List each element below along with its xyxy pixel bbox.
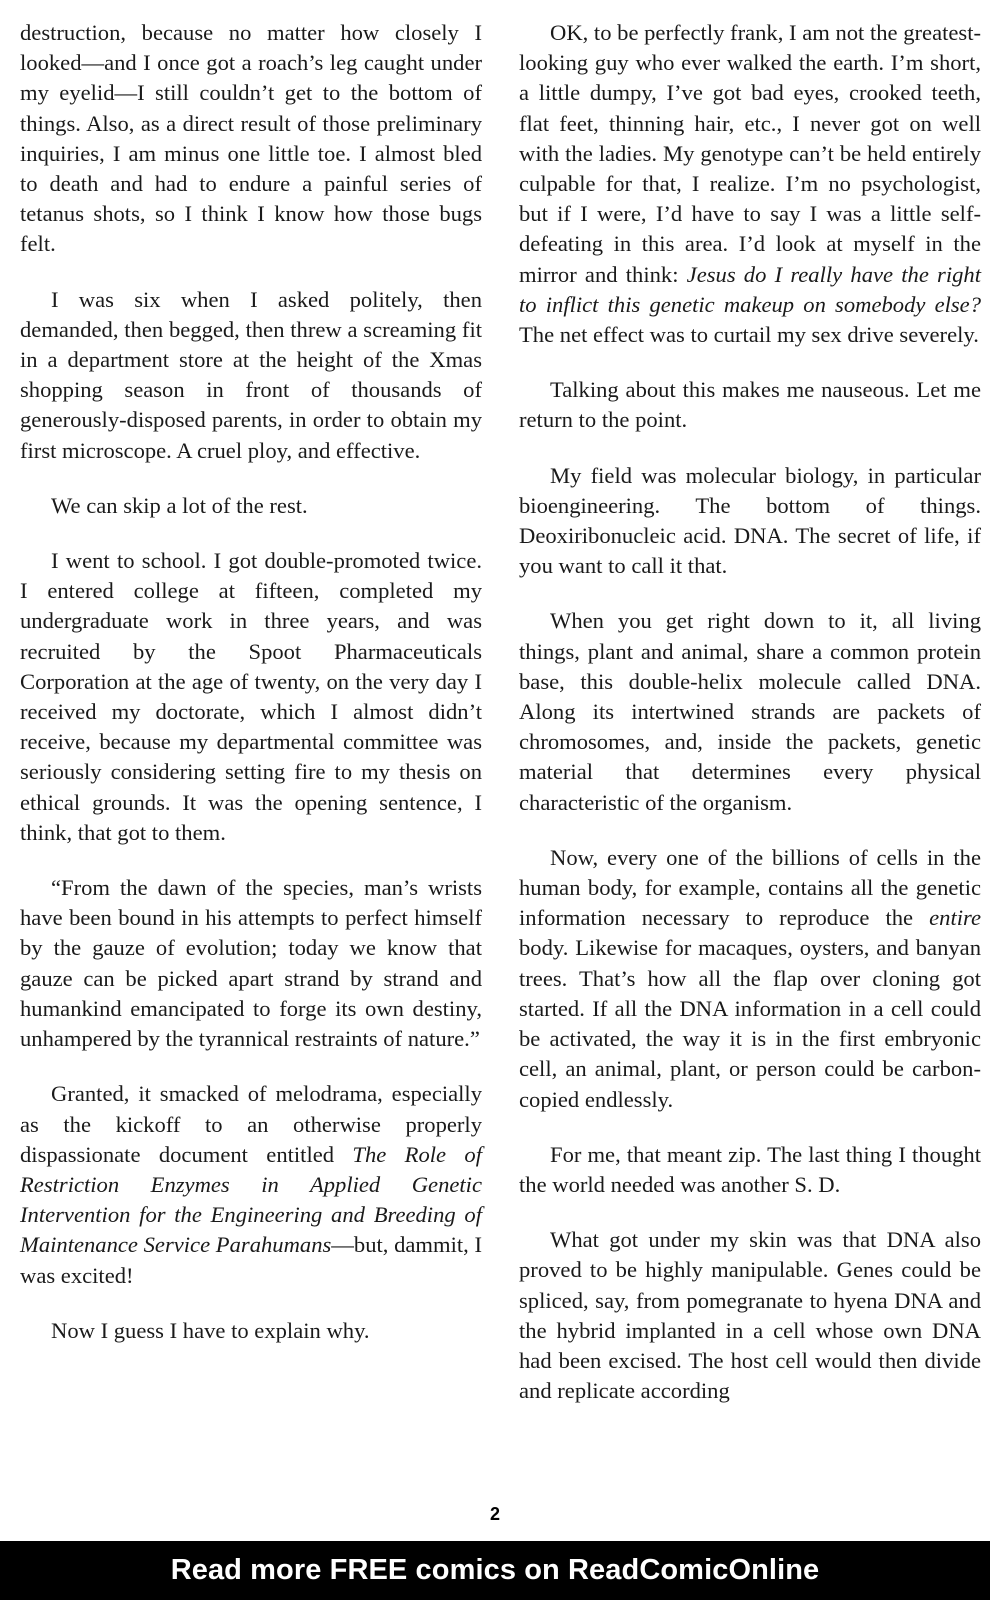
text-span: Now, every one of the billions of cells in the human body, for example, contains all the genetic information necessary to reproduce the (519, 844, 981, 931)
italic-word: entire (929, 905, 981, 931)
paragraph: Now I guess I have to explain why. (51, 1317, 370, 1343)
paragraph: We can skip a lot of the rest. (51, 492, 308, 518)
text-span: —but, dammit, I was excited! (20, 1232, 482, 1288)
paragraph: For me, that meant zip. The last thing I thought the world needed was another S. D. (519, 1141, 981, 1197)
paragraph: Talking about this makes me nauseous. Let me return to the point. (519, 377, 981, 433)
paragraph: “From the dawn of the species, man’s wrists have been bound in his attempts to perfect himself by the gauze of evolution; today we know that gauze can be picked apart strand by strand and humankind emancipated to forge its own destiny, unhampered by the tyrannical restraints of nature.” (20, 875, 482, 1052)
italic-thought: Jesus do I really have the right to inflict this genetic makeup on somebody else? (519, 261, 981, 317)
paragraph: When you get right down to it, all living things, plant and animal, share a common protein base, this double-helix molecule called DNA. Along its intertwined strands are packets of chromosomes, and, inside the packets, genetic material that determines every physical characteristic of the organism. (519, 608, 981, 815)
page-number: 2 (489, 1504, 500, 1524)
paragraph (20, 1079, 482, 1290)
paragraph (519, 843, 981, 1115)
paragraph: What got under my skin was that DNA also proved to be highly manipulable. Genes could be spliced, say, from pomegranate to hyena DNA and the hybrid implanted in a cell whose own DNA had been excised. The host cell would then divide and replicate according (519, 1227, 981, 1404)
text-span: body. Likewise for macaques, oysters, and banyan trees. That’s how all the flap over cloning got started. If all the DNA information in a cell could be activated, the way it is in the first embryonic cell, an animal, plant, or person could be carbon-copied endlessly. (519, 935, 981, 1112)
promo-link[interactable]: Read more FREE comics on ReadComicOnline (170, 1554, 820, 1586)
promo-banner (0, 1541, 990, 1600)
thesis-title: The Role of Restriction Enzymes in Applied Genetic Intervention for the Engineering and Breeding of Maintenance Service Parahumans (20, 1141, 482, 1258)
paragraph (519, 18, 981, 350)
left-text-column (20, 18, 482, 1346)
text-span: Granted, it smacked of melodrama, especially as the kickoff to an otherwise properly dispassionate document entitled (20, 1081, 482, 1167)
paragraph: I was six when I asked politely, then demanded, then begged, then threw a screaming fit in a department store at the height of the Xmas shopping season in front of thousands of generously-disposed parents, in order to obtain my first microscope. A cruel ploy, and effective. (20, 286, 482, 463)
paragraph: destruction, because no matter how closely I looked—and I once got a roach’s leg caught under my eyelid—I still couldn’t get to the bottom of things. Also, as a direct result of those preliminary inquiries, I am minus one little toe. I almost bled to death and had to endure a painful series of tetanus shots, so I think I know how those bugs felt. (20, 20, 482, 257)
text-span: The net effect was to curtail my sex drive severely. (519, 322, 979, 348)
paragraph: I went to school. I got double-promoted twice. I entered college at fifteen, completed my undergraduate work in three years, and was recruited by the Spoot Pharmaceuticals Corporation at the age of twenty, on the very day I received my doctorate, which I almost didn’t receive, because my departmental committee was seriously considering setting fire to my thesis on ethical grounds. It was the opening sentence, I think, that got to them. (20, 548, 482, 845)
paragraph: My field was molecular biology, in particular bioengineering. The bottom of things. Deoxiribonucleic acid. DNA. The secret of life, if you want to call it that. (519, 462, 981, 579)
right-text-column (519, 18, 981, 1406)
text-span: OK, to be perfectly frank, I am not the greatest-looking guy who ever walked the earth. I’m short, a little dumpy, I’ve got bad eyes, crooked teeth, flat feet, thinning hair, etc., I never got on well with the ladies. My genotype can’t be held entirely culpable for that, I realize. I’m no psychologist, but if I were, I’d have to say I was a little self-defeating in this area. I’d look at myself in the mirror and think: (519, 20, 981, 287)
